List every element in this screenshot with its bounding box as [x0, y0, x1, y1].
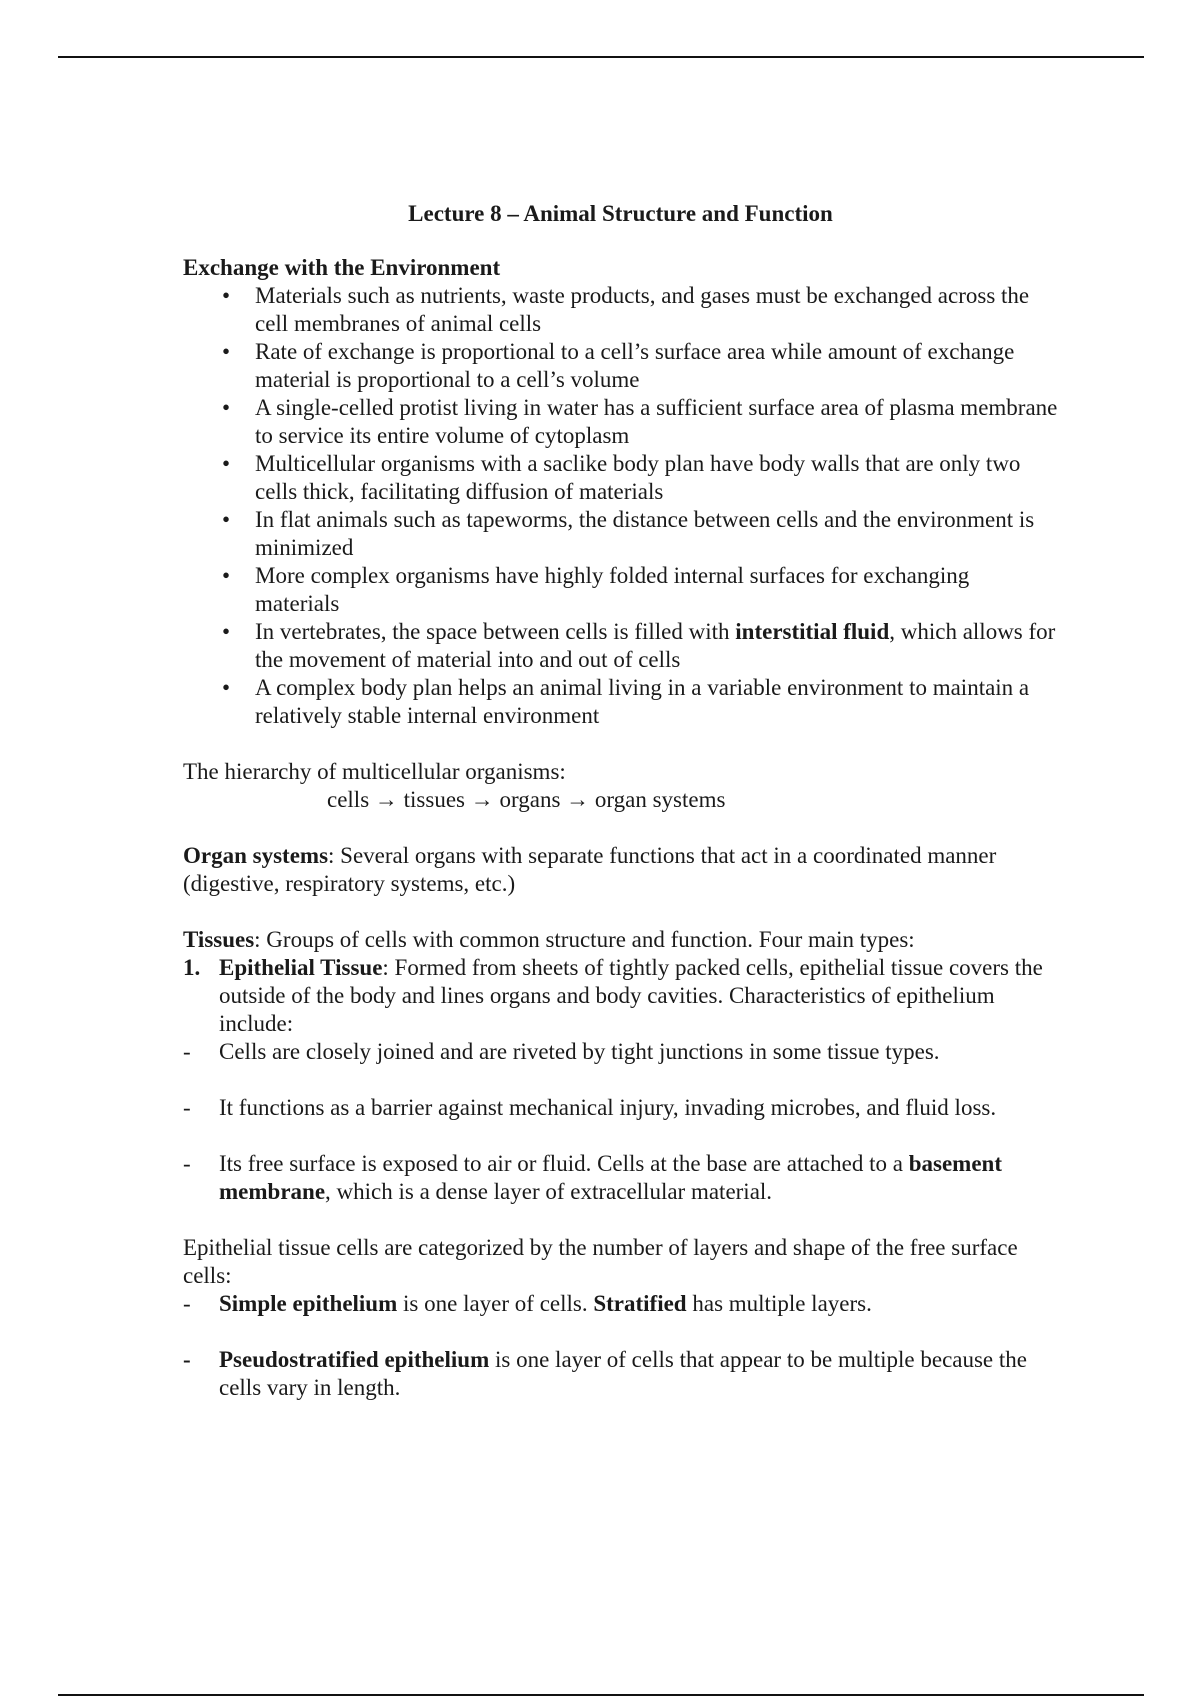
term-basement-membrane: basement membrane — [219, 1151, 1003, 1204]
bullet-item: • More complex organisms have highly folded internal surfaces for exchanging materials — [255, 562, 1058, 618]
spacer — [183, 1066, 1058, 1094]
bullet-item: • Multicellular organisms with a saclike body plan have body walls that are only two cells thick, facilitating diffusion of materials — [255, 450, 1058, 506]
dash-text: Its free surface is exposed to air or fluid. Cells at the base are attached to a — [219, 1151, 909, 1176]
term-pseudostratified-epithelium: Pseudostratified epithelium — [219, 1347, 490, 1372]
definition-text: : Several organs with separate functions that act in a coordinated manner (digestive, respiratory systems, etc.) — [183, 843, 997, 896]
exchange-bullet-list — [183, 282, 1058, 730]
dash-text: It functions as a barrier against mechanical injury, invading microbes, and fluid loss. — [219, 1095, 997, 1120]
footer-rule — [58, 1694, 1144, 1696]
bullet-item — [255, 618, 1058, 674]
dash-mark: - — [183, 1347, 191, 1372]
dash-text: is one layer of cells that appear to be multiple because the cells vary in length. — [219, 1347, 1027, 1400]
dash-text: is one layer of cells. — [397, 1291, 594, 1316]
organ-systems-definition — [183, 842, 1058, 898]
dash-mark: - — [183, 1291, 191, 1316]
term-tissues: Tissues — [183, 927, 255, 952]
definition-text: : Groups of cells with common structure and function. Four main types: — [254, 927, 915, 952]
bullet-item: • Rate of exchange is proportional to a cell’s surface area while amount of exchange material is proportional to a cell’s volume — [255, 338, 1058, 394]
hierarchy-chain: cells → tissues → organs → organ systems — [327, 787, 726, 812]
term-interstitial-fluid: interstitial fluid — [735, 619, 890, 644]
spacer — [183, 730, 1058, 758]
dash-text: Cells are closely joined and are riveted by tight junctions in some tissue types. — [219, 1039, 940, 1064]
spacer — [183, 1122, 1058, 1150]
bullet-item: • A complex body plan helps an animal living in a variable environment to maintain a relatively stable internal environment — [255, 674, 1058, 730]
spacer — [183, 1206, 1058, 1234]
spacer — [183, 814, 1058, 842]
dash-text: , which is a dense layer of extracellular material. — [325, 1179, 773, 1204]
spacer — [183, 1318, 1058, 1346]
bullet-item: • In flat animals such as tapeworms, the distance between cells and the environment is minimized — [255, 506, 1058, 562]
item-text: : Formed from sheets of tightly packed cells, epithelial tissue covers the outside of the body and lines organs and body cavities. Characteristics of epithelium include: — [219, 955, 1043, 1036]
term-epithelial-tissue: Epithelial Tissue — [219, 955, 383, 980]
page-title: Lecture 8 – Animal Structure and Function — [408, 201, 833, 226]
bullet-item: • A single-celled protist living in water has a sufficient surface area of plasma membrane to service its entire volume of cytoplasm — [255, 394, 1058, 450]
item-number: 1. — [183, 955, 201, 980]
bullet-text: , which allows for the movement of material into and out of cells — [255, 619, 1056, 672]
section-heading-exchange: Exchange with the Environment — [183, 255, 501, 280]
epithelial-intro: Epithelial tissue cells are categorized by the number of layers and shape of the free surface cells: — [183, 1235, 1018, 1288]
dash-item — [183, 1038, 1058, 1066]
term-simple-epithelium: Simple epithelium — [219, 1291, 398, 1316]
dash-mark: - — [183, 1039, 191, 1064]
spacer — [183, 898, 1058, 926]
header-rule — [58, 56, 1144, 58]
bullet-text: In vertebrates, the space between cells is filled with — [255, 619, 736, 644]
dash-text: has multiple layers. — [686, 1291, 872, 1316]
term-organ-systems: Organ systems — [183, 843, 329, 868]
dash-mark: - — [183, 1095, 191, 1120]
dash-item — [183, 1150, 1058, 1206]
hierarchy-intro: The hierarchy of multicellular organisms: — [183, 759, 566, 784]
dash-mark: - — [183, 1151, 191, 1176]
dash-item — [183, 1346, 1058, 1402]
tissues-definition — [183, 926, 1058, 954]
dash-item — [183, 1094, 1058, 1122]
document-page — [183, 200, 1058, 1402]
term-stratified: Stratified — [593, 1291, 687, 1316]
bullet-item: • Materials such as nutrients, waste products, and gases must be exchanged across the cell membranes of animal cells — [255, 282, 1058, 338]
numbered-item-epithelial — [183, 954, 1058, 1038]
dash-item — [183, 1290, 1058, 1318]
